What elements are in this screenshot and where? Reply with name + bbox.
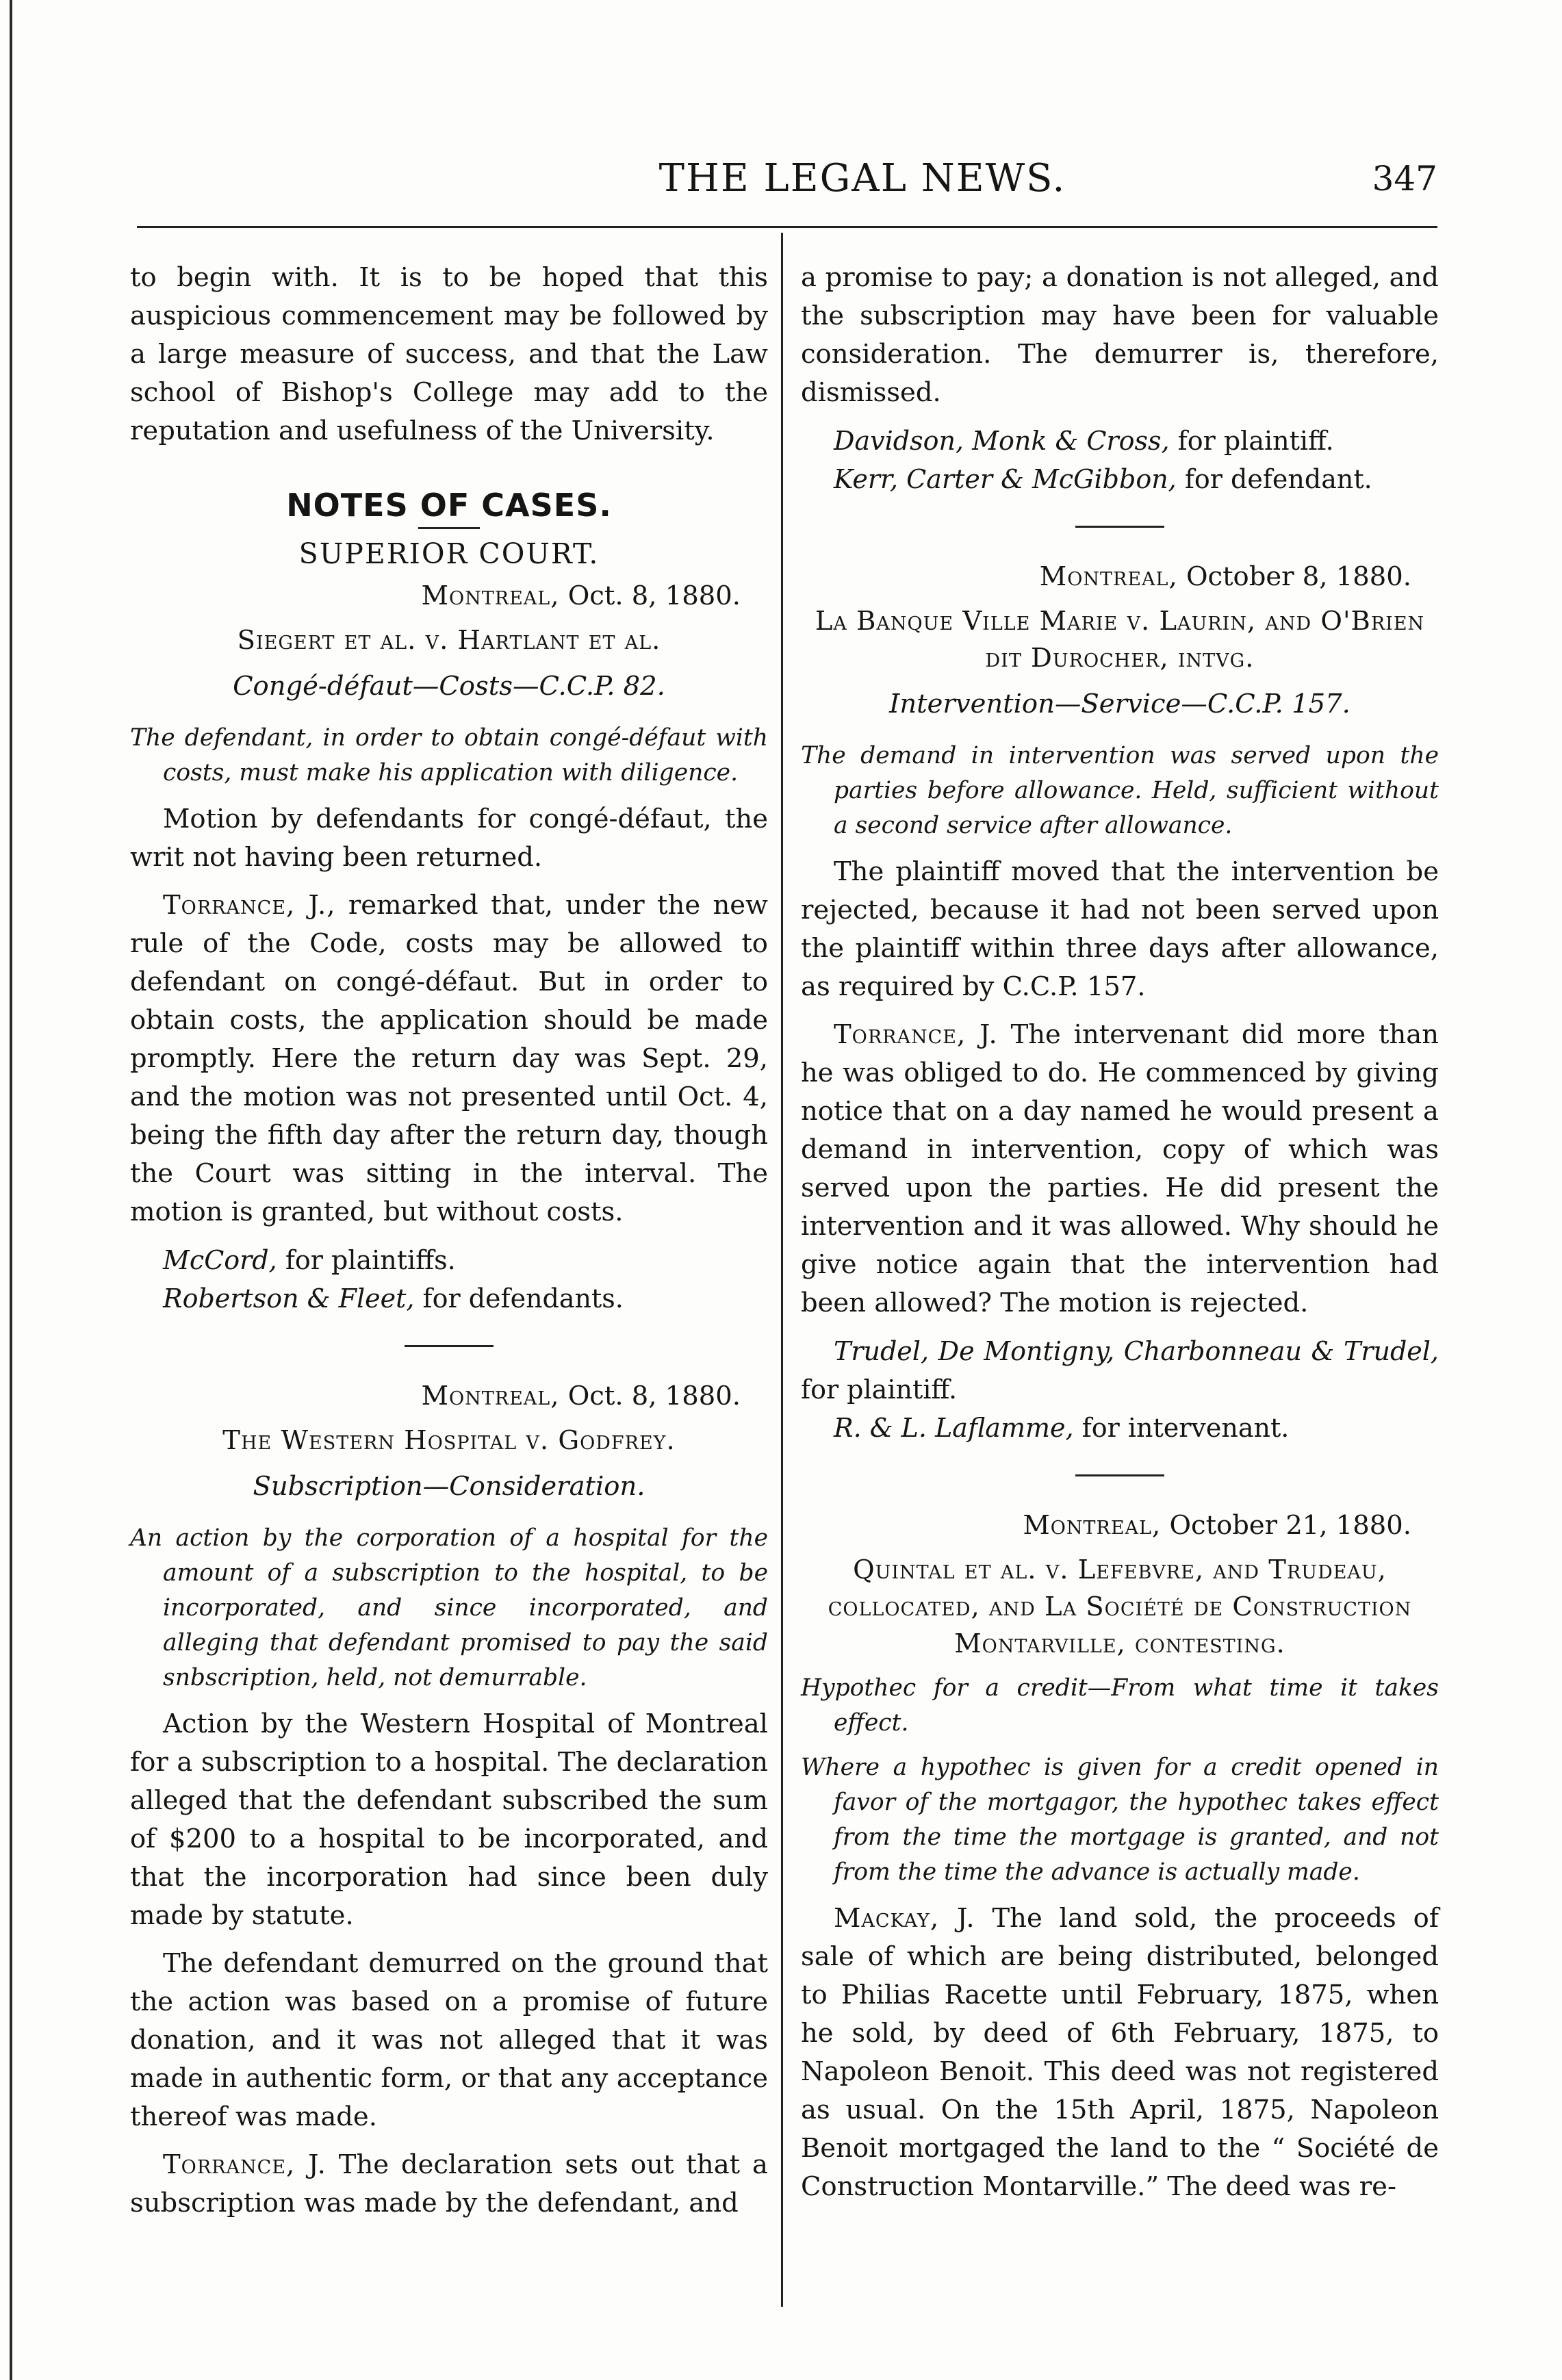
- left-column: [130, 259, 768, 2232]
- case1-paragraph-1: Motion by defendants for congé-défaut, the writ not having been returned.: [130, 804, 768, 873]
- case-separator: [1075, 526, 1164, 528]
- case1-dateline: Montreal, Oct. 8, 1880.: [421, 580, 741, 611]
- running-title: THE LEGAL NEWS.: [658, 156, 1066, 201]
- case1-counsel-1: McCord, for plaintiffs.: [163, 1245, 456, 1275]
- case2-subject: Subscription—Consideration.: [253, 1471, 645, 1502]
- judge-name: Torrance, J.,: [163, 890, 336, 921]
- intro-paragraph: to begin with. It is to be hoped that this auspicious commencement may be followed by a large measure of success, and that the Law school of Bishop's College may add to the reputation and usefulness of the University.: [130, 262, 768, 446]
- case2-paragraph-1: Action by the Western Hospital of Montreal for a subscription to a hospital. The declaration alleged that the defendant subscribed the sum of $200 to a hospital to be incorporated, and that the incorporation had since been duly made by statute.: [130, 1709, 768, 1931]
- case1-paragraph-2: Torrance, J., remarked that, under the new rule of the Code, costs may be allowed to defendant on congé-défaut. But in order to obtain costs, the application should be made promptly. Here the return day was Sept. 29, and the motion was not presented until Oct. 4, being the fifth day after the return day, though the Court was sitting in the interval. The motion is granted, but without costs.: [130, 890, 768, 1227]
- right-column: [801, 259, 1439, 2216]
- case1-title: Siegert et al. v. Hartlant et al.: [237, 625, 661, 656]
- case1-subject: Congé-défaut—Costs—C.C.P. 82.: [233, 671, 665, 702]
- case2-title: The Western Hospital v. Godfrey.: [222, 1425, 676, 1456]
- header-rule: [137, 226, 1437, 228]
- case-separator: [405, 1345, 494, 1347]
- case2-counsel-1: Davidson, Monk & Cross, for plaintiff.: [834, 426, 1334, 456]
- case2-headnote: An action by the corporation of a hospital for the amount of a subscription to the hospital, to be incorporated, and since incorporated, and alleging that defendant promised to pay the said snbscription, held, not demurrable.: [130, 1524, 768, 1691]
- case2-paragraph-3: Torrance, J. The declaration sets out that a subscription was made by the defendant, and: [130, 2149, 769, 2218]
- court-heading: SUPERIOR COURT.: [298, 537, 600, 570]
- case4-title: Quintal et al. v. Lefebvre, and Trudeau, collocated, and La Société de Construction Montarville, contesting.: [828, 1554, 1412, 1659]
- case2-paragraph-2: The defendant demurred on the ground that the action was based on a promise of future donation, and it was not alleged that it was made in authentic form, or that any acceptance thereof was made.: [130, 1948, 768, 2132]
- judge-name: Mackay, J.: [834, 1903, 975, 1934]
- case3-title: La Banque Ville Marie v. Laurin, and O'Brien dit Durocher, intvg.: [815, 606, 1425, 674]
- page-edge: [10, 0, 12, 2380]
- case3-subject: Intervention—Service—C.C.P. 157.: [889, 689, 1350, 719]
- case4-dateline: Montreal, October 21, 1880.: [1023, 1510, 1411, 1541]
- case4-headnote: Where a hypothec is given for a credit opened in favor of the mortgagor, the hypothec takes effect from the time the mortgage is granted, and not from the time the advance is actually made.: [801, 1754, 1439, 1886]
- heading-rule: [418, 527, 480, 529]
- case-separator: [1075, 1474, 1164, 1476]
- case2-counsel-2: Kerr, Carter & McGibbon, for defendant.: [834, 464, 1372, 494]
- case3-dateline: Montreal, October 8, 1880.: [1039, 561, 1411, 592]
- judge-name: Torrance, J.: [163, 2149, 327, 2180]
- case3-counsel-1: Trudel, De Montigny, Charbonneau & Trudel, for plaintiff.: [801, 1336, 1439, 1405]
- case2-dateline: Montreal, Oct. 8, 1880.: [421, 1381, 741, 1411]
- judge-name: Torrance, J.: [834, 1019, 998, 1050]
- case4-paragraph-1: Mackay, J. The land sold, the proceeds of sale of which are being distributed, belonged to Philias Racette until February, 1875, when he sold, by deed of 6th February, 1875, to Napoleon Benoit. This deed was not registered as usual. On the 15th April, 1875, Napoleon Benoit mortgaged the land to the “ Société de Construction Montarville.” The deed was re-: [801, 1903, 1439, 2202]
- case1-counsel-2: Robertson & Fleet, for defendants.: [163, 1283, 624, 1314]
- case2-continuation: a promise to pay; a donation is not alleged, and the subscription may have been for valuable consideration. The demurrer is, therefore, dismissed.: [801, 262, 1439, 408]
- case3-counsel-2: R. & L. Laflamme, for intervenant.: [834, 1413, 1290, 1443]
- section-heading: NOTES OF CASES.: [286, 487, 612, 524]
- case3-paragraph-1: The plaintiff moved that the intervention be rejected, because it had not been served upon the plaintiff within three days after allowance, as required by C.C.P. 157.: [801, 856, 1439, 1002]
- case4-subject: Hypothec for a credit—From what time it takes effect.: [801, 1674, 1439, 1737]
- column-rule: [781, 233, 783, 2307]
- page-header: [137, 156, 1437, 211]
- case3-paragraph-2: Torrance, J. The intervenant did more than he was obliged to do. He commenced by giving notice that on a day named he would present a demand in intervention, copy of which was served upon the parties. He did present the intervention and it was allowed. Why should he give notice again that the intervention had been allowed? The motion is rejected.: [801, 1019, 1439, 1318]
- case1-headnote: The defendant, in order to obtain congé-défaut with costs, must make his application with diligence.: [130, 724, 768, 786]
- page-number: 347: [1372, 159, 1437, 199]
- case3-headnote: The demand in intervention was served upon the parties before allowance. Held, sufficient without a second service after allowance.: [801, 742, 1439, 839]
